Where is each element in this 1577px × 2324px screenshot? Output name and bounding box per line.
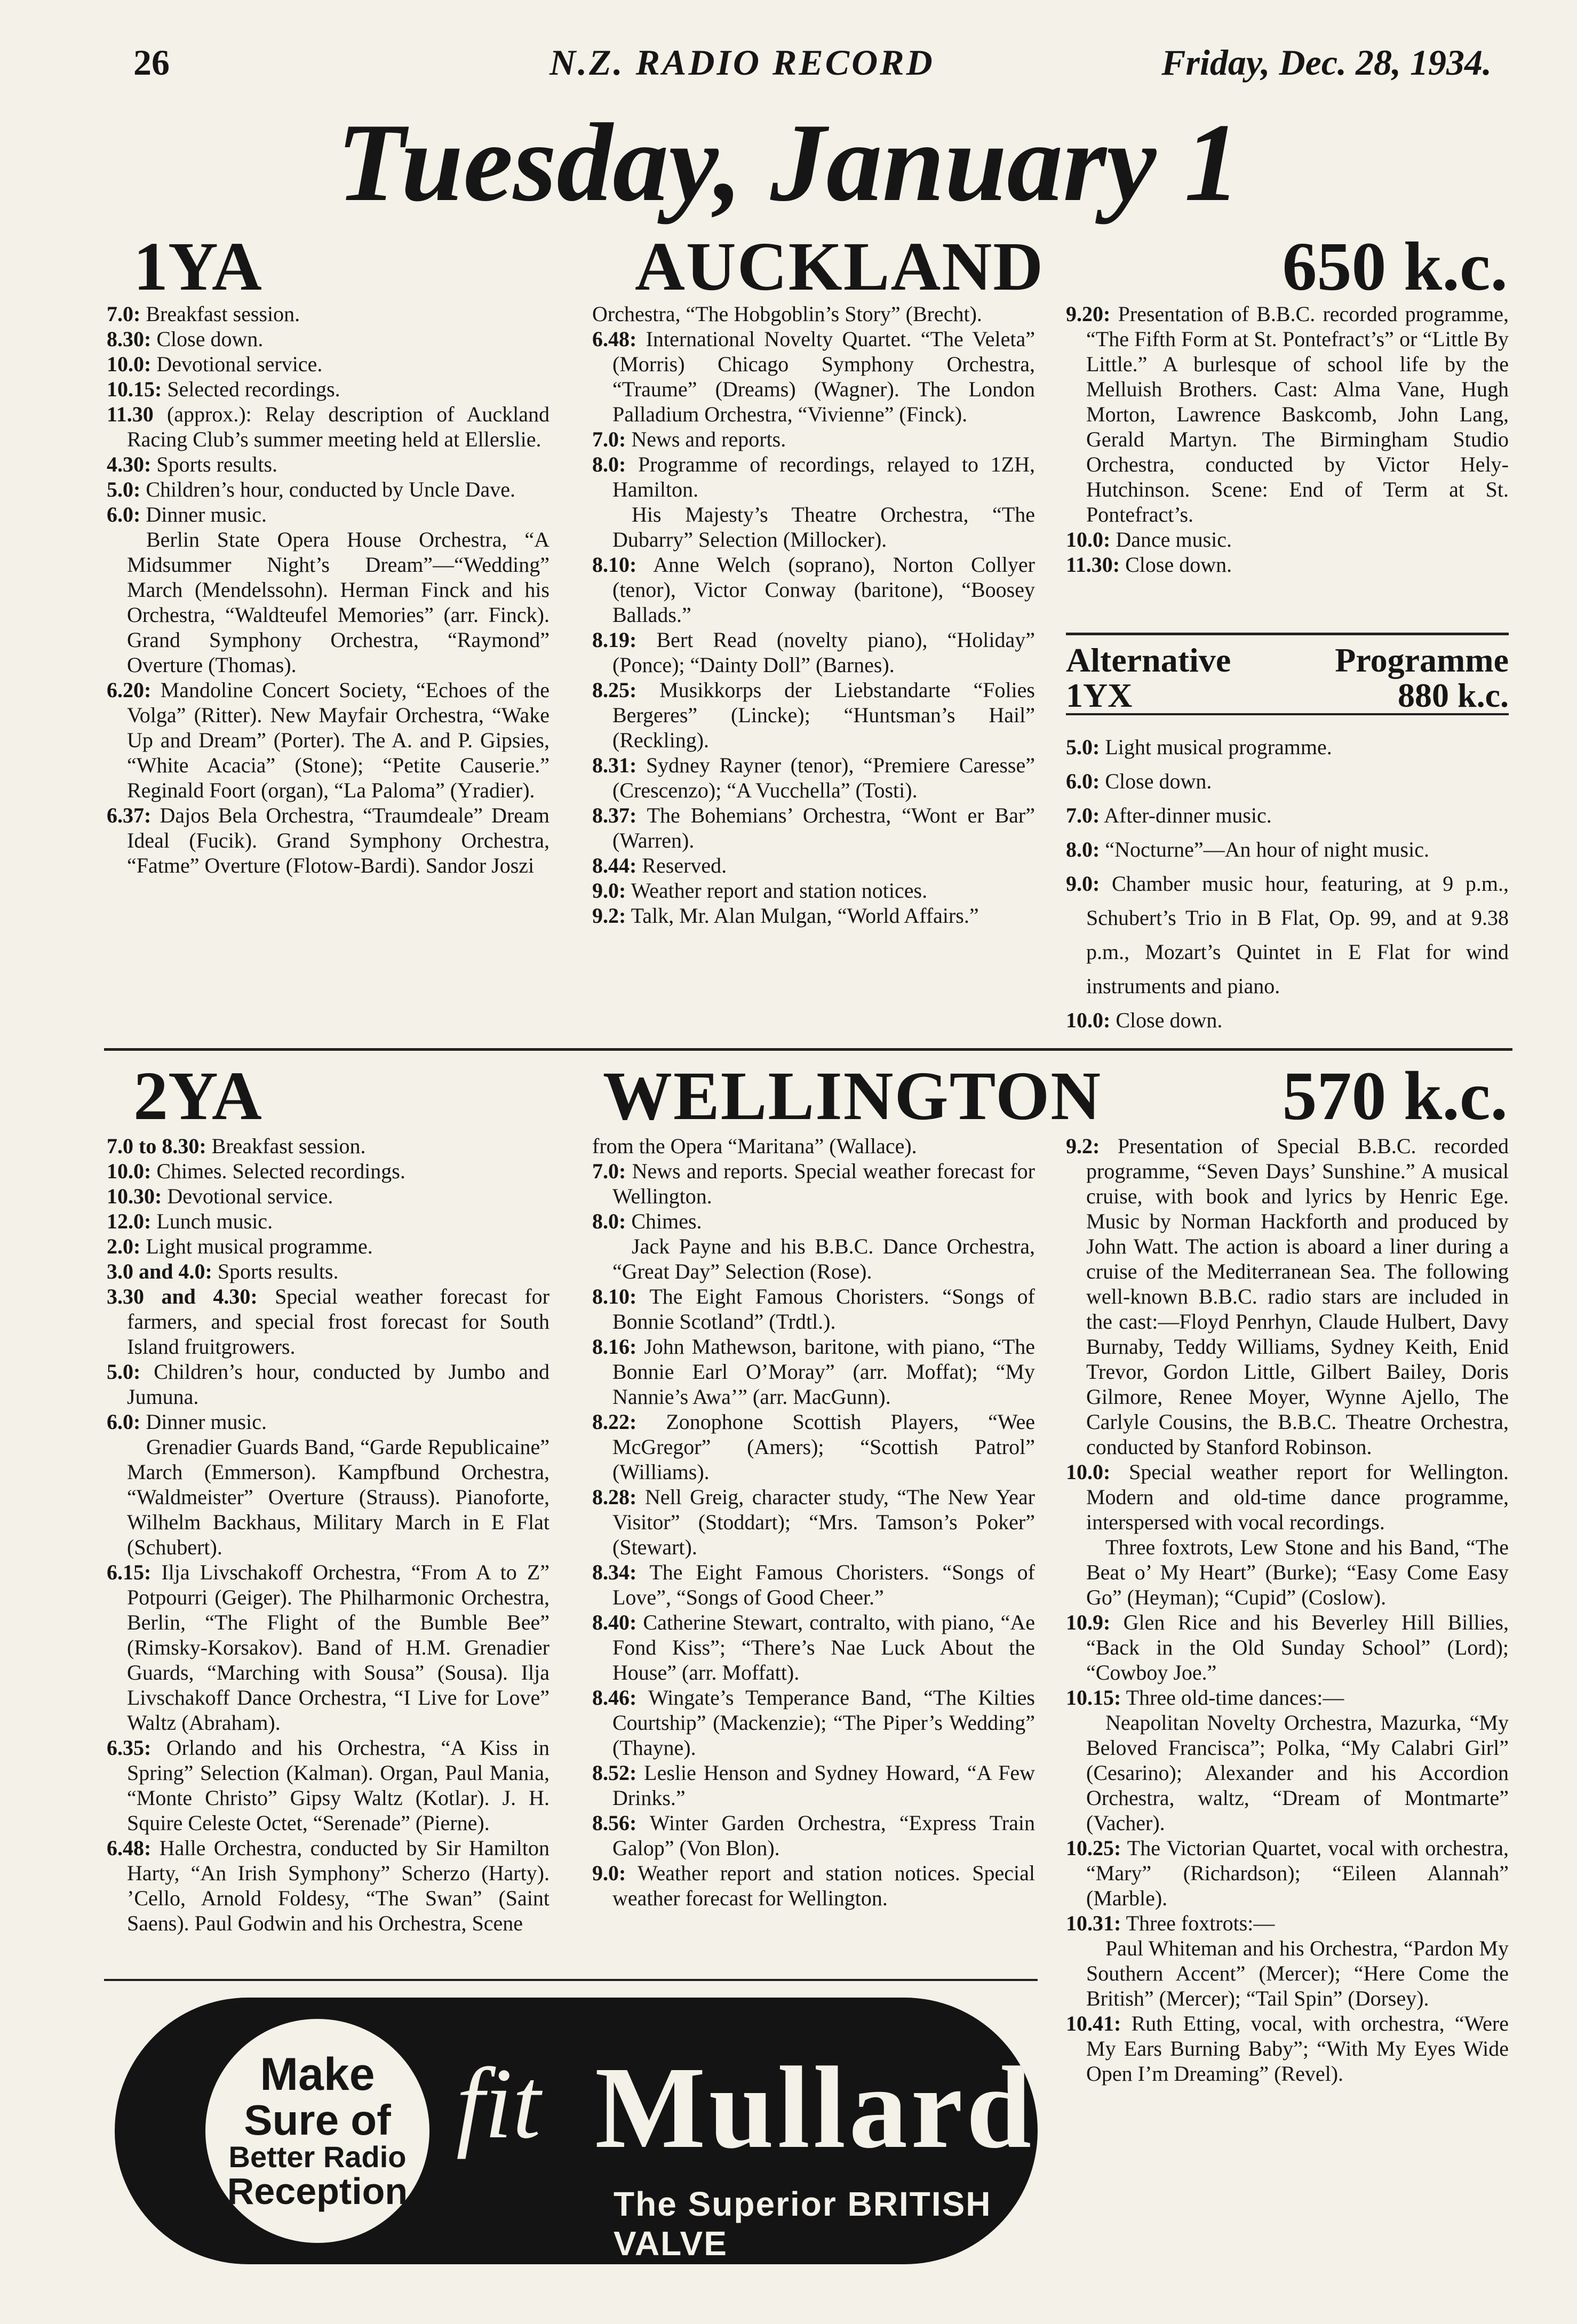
programme-text: Dinner music. [140,502,267,526]
programme-item [592,1133,1035,1159]
programme-text: Close down. [1110,1008,1223,1032]
programme-text: Devotional service. [151,352,323,376]
programme-time: 10.0: [1066,1460,1111,1484]
station-city: WELLINGTON [603,1058,1102,1135]
programme-time: 8.40: [592,1610,637,1634]
programme-text: Presentation of Special B.B.C. recorded programme, “Seven Days’ Sunshine.” A musical cruise, with book and lyrics by Henric Ege. Music by Norman Hackforth and produced by John Watt. The action is aboard a liner during a cruise of the Mediterranean Sea. The following well-known B.B.C. radio stars are included in the cast:—Floyd Penrhyn, Claude Hulbert, Davy Burnaby, Teddy Williams, Sydney Keith, Enid Trevor, Gordon Little, Gilbert Bailey, Doris Gilmore, Renee Moyer, Wynne Ajello, The Carlyle Cousins, the B.B.C. Theatre Orchestra, conducted by Stanford Robinson. [1086,1134,1509,1459]
programme-time: 8.25: [592,678,637,702]
programme-item [107,1560,549,1735]
programme-item [592,903,1035,928]
programme-time: 9.0: [592,879,626,903]
programme-item [592,1760,1035,1810]
programme-time: 7.0: [592,427,626,451]
programme-text: Jack Payne and his B.B.C. Dance Orchestra, “Great Day” Selection (Rose). [612,1234,1035,1283]
programme-text: Sydney Rayner (tenor), “Premiere Caresse” (Crescenzo); “A Vucchella” (Tosti). [612,753,1035,802]
programme-item [1066,833,1509,867]
programme-item [592,1610,1035,1685]
advert-top-rule [104,1979,1038,1981]
programme-item [107,1234,549,1259]
programme-time: 7.0: [592,1159,626,1183]
programme-text: Dinner music. [140,1410,267,1434]
programme-text: Weather report and station notices. [626,879,928,903]
programme-item [107,1284,549,1359]
programme-text: “Nocturne”—An hour of night music. [1100,837,1429,861]
programme-text: Glen Rice and his Beverley Hill Billies, “Back in the Old Sunday School” (Lord); “Cowboy Joe.” [1086,1610,1509,1684]
programme-item [107,527,549,677]
programme-item [592,1234,1035,1284]
programme-time: 10.0: [107,352,152,376]
programme-column-2ya-3 [1066,1133,1509,2086]
programme-time: 10.0: [1066,1008,1111,1032]
programme-item [592,677,1035,753]
programme-time: 11.30 [107,402,154,426]
programme-item [107,301,549,326]
programme-time: 9.2: [592,904,626,928]
advert-slogan: The Superior BRITISH VALVE [614,2185,992,2263]
programme-text: Anne Welch (soprano), Norton Collyer (tenor), Victor Conway (baritone), “Boosey Ballads.” [612,553,1035,627]
programme-item [107,1259,549,1284]
programme-time: 8.10: [592,1284,637,1308]
programme-text: Sports results. [212,1259,339,1283]
programme-item [107,1434,549,1560]
programme-text: His Majesty’s Theatre Orchestra, “The Dubarry” Selection (Millocker). [612,502,1035,552]
programme-time: 6.15: [107,1560,152,1584]
programme-time: 10.15: [1066,1686,1121,1710]
alt-station-frequency: 880 k.c. [1398,676,1509,714]
programme-item [107,377,549,402]
programme-item [592,1810,1035,1860]
programme-text: Paul Whiteman and his Orchestra, “Pardon My Southern Accent” (Mercer); “Here Come the British” (Mercer); “Tail Spin” (Dorsey). [1086,1936,1509,2010]
programme-text: Neapolitan Novelty Orchestra, Mazurka, “My Beloved Francisca”; Polka, “My Calabri Girl” (Cesarino); Alexander and his Accordion Orchestra, waltz, “Dream of Montmarte” (Vacher). [1086,1711,1509,1835]
programme-time: 10.0: [1066,528,1111,552]
programme-time: 8.46: [592,1686,637,1710]
programme-item [107,352,549,377]
programme-text: Grenadier Guards Band, “Garde Republicaine” March (Emmerson). Kampfbund Orchestra, “Waldmeister” Overture (Strauss). Pianoforte, Wilhelm Backhaus, Military March in E Flat (Schubert). [127,1435,549,1559]
programme-item [107,452,549,477]
programme-item [592,1159,1035,1209]
programme-item [592,427,1035,452]
programme-text: Children’s hour, conducted by Uncle Dave. [140,477,515,501]
programme-item [1066,301,1509,527]
programme-text: Selected recordings. [162,377,340,401]
programme-time: 9.0: [1066,872,1100,896]
programme-text: Close down. [1100,769,1212,793]
advert-disc-line: Make [260,2049,375,2101]
programme-time: 8.37: [592,803,637,827]
programme-time: 8.30: [107,327,152,351]
programme-item [1066,1133,1509,1459]
programme-text: Close down. [1120,553,1232,577]
programme-column-2ya-2 [592,1133,1035,1911]
programme-item [1066,1835,1509,1911]
programme-text: Sports results. [151,452,278,476]
programme-item [592,552,1035,627]
programme-time: 5.0: [107,477,141,501]
programme-time: 8.56: [592,1811,637,1835]
programme-item [1066,867,1509,1003]
programme-time: 8.22: [592,1410,637,1434]
programme-item [107,1184,549,1209]
programme-text: Presentation of B.B.C. recorded programme, “The Fifth Form at St. Pontefract’s” or “Little By Little.” A burlesque of school life by the Melluish Brothers. Cast: Alma Vane, Hugh Morton, Lawrence Baskcomb, John Lang, Gerald Martyn. The Birmingham Studio Orchestra, conducted by Victor Hely-Hutchinson. Scene: End of Term at St. Pontefract’s. [1086,302,1509,526]
programme-item [592,1685,1035,1760]
programme-text: Close down. [151,327,264,351]
programme-item [1066,1535,1509,1610]
programme-time: 6.37: [107,803,152,827]
programme-time: 9.2: [1066,1134,1100,1158]
programme-item [107,477,549,502]
programme-text: Chimes. [626,1209,702,1233]
programme-time: 8.52: [592,1761,637,1785]
programme-item [592,1560,1035,1610]
programme-text: Dance music. [1110,528,1232,552]
programme-text: International Novelty Quartet. “The Veleta” (Morris) Chicago Symphony Orchestra, “Traume” (Dreams) (Wagner). The London Palladium Orchestra, “Vivienne” (Finck). [612,327,1035,426]
programme-time: 6.0: [107,1410,141,1434]
programme-text: from the Opera “Maritana” (Wallace). [592,1134,917,1158]
programme-text: The Eight Famous Choristers. “Songs of Love”, “Songs of Good Cheer.” [612,1560,1035,1609]
programme-text: Special weather forecast for farmers, and special frost forecast for South Island fruitgrowers. [127,1284,550,1359]
station-frequency: 650 k.c. [1282,228,1508,305]
programme-text: Reserved. [636,853,727,877]
programme-text: Catherine Stewart, contralto, with piano, “Ae Fond Kiss”; “There’s Nae Luck About the House” (arr. Moffatt). [612,1610,1035,1684]
programme-time: 8.19: [592,628,637,652]
programme-text: Talk, Mr. Alan Mulgan, “World Affairs.” [626,904,979,928]
station-code: 2YA [133,1058,262,1135]
programme-item [1066,527,1509,552]
programme-column-1ya-1 [107,301,549,878]
programme-text: Nell Greig, character study, “The New Year Visitor” (Stoddart); “Mrs. Tamson’s Poker” (Stewart). [612,1485,1035,1559]
programme-time: 7.0: [107,302,141,326]
programme-time: 6.48: [107,1836,152,1860]
alt-programme-list [1066,730,1509,1037]
programme-item [1066,1459,1509,1535]
programme-item [1066,764,1509,798]
programme-time: 10.0: [107,1159,152,1183]
alt-title-left: Alternative [1066,641,1231,679]
advert-disc-line: Better Radio [228,2140,407,2174]
programme-time: 8.0: [592,1209,626,1233]
programme-text: Musikkorps der Liebstandarte “Folies Bergeres” (Lincke); “Huntsman’s Hail” (Reckling). [612,678,1035,752]
programme-text: Breakfast session. [140,302,300,326]
programme-text: Zonophone Scottish Players, “Wee McGregor” (Amers); “Scottish Patrol” (Williams). [612,1410,1035,1484]
page-header [133,42,1492,90]
programme-time: 6.20: [107,678,152,702]
programme-item [107,1209,549,1234]
programme-item [592,1409,1035,1484]
programme-time: 9.0: [592,1861,626,1885]
programme-text: Halle Orchestra, conducted by Sir Hamilton Harty, “An Irish Symphony” Scherzo (Harty). ’Cello, Arnold Foldesy, “The Swan” (Saint Saens). Paul Godwin and his Orchestra, Scene [127,1836,549,1935]
programme-item [592,452,1035,502]
station-frequency: 570 k.c. [1282,1058,1508,1135]
section-divider [104,1048,1512,1051]
alt-title-right: Programme [1335,641,1509,679]
programme-item [1066,798,1509,833]
programme-text: Ruth Etting, vocal, with orchestra, “Were My Ears Burning Baby”; “With My Eyes Wide Open I’m Dreaming” (Revel). [1086,2011,1509,2086]
programme-time: 9.20: [1066,302,1111,326]
programme-time: 4.30: [107,452,152,476]
programme-time: 8.34: [592,1560,637,1584]
programme-column-1ya-2 [592,301,1035,928]
programme-text: Bert Read (novelty piano), “Holiday” (Ponce); “Dainty Doll” (Barnes). [612,628,1035,677]
programme-item [592,326,1035,427]
programme-item [107,326,549,352]
programme-text: The Eight Famous Choristers. “Songs of Bonnie Scotland” (Trdtl.). [612,1284,1035,1333]
publication-name: N.Z. RADIO RECORD [549,42,935,83]
programme-text: Three foxtrots:— [1121,1911,1275,1935]
programme-time: 12.0: [107,1209,152,1233]
programme-text: Devotional service. [162,1184,333,1208]
advert-disc-line: Sure of [244,2096,391,2144]
programme-text: Ilja Livschakoff Orchestra, “From A to Z” Potpourri (Geiger). The Philharmonic Orchestra, Berlin, “The Flight of the Bumble Bee” (Rimsky-Korsakov). Band of H.M. Grenadier Guards, “Marching with Sousa” (Sousa). Ilja Livschakoff Dance Orchestra, “I Live for Love” Waltz (Abraham). [127,1560,549,1735]
programme-item [107,1835,549,1936]
programme-item [592,1484,1035,1560]
programme-text: Special weather report for Wellington. Modern and old-time dance programme, interspersed with vocal recordings. [1086,1460,1509,1534]
programme-text: Dajos Bela Orchestra, “Traumdeale” Dream Ideal (Fucik). Grand Symphony Orchestra, “Fatme” Overture (Flotow-Bardi). Sandor Joszi [127,803,549,877]
programme-item [1066,1936,1509,2011]
programme-text: The Victorian Quartet, vocal with orchestra, “Mary” (Richardson); “Eileen Alannah” (Marble). [1086,1836,1509,1910]
programme-item [107,1159,549,1184]
programme-item [107,1735,549,1835]
programme-item [592,1334,1035,1409]
station-city: AUCKLAND [635,228,1045,305]
programme-time: 3.0 and 4.0: [107,1259,212,1283]
programme-text: Orlando and his Orchestra, “A Kiss in Spring” Selection (Kalman). Organ, Paul Mania, “Monte Christo” Gipsy Waltz (Kotlar). J. H. Squire Celeste Octet, “Serenade” (Pierne). [127,1736,549,1835]
programme-text: Orchestra, “The Hobgoblin’s Story” (Brecht). [592,302,982,326]
programme-text: Light musical programme. [1100,735,1332,759]
programme-time: 10.15: [107,377,162,401]
programme-time: 11.30: [1066,553,1120,577]
programme-item [107,803,549,878]
programme-item [107,502,549,527]
programme-text: News and reports. Special weather forecast for Wellington. [612,1159,1035,1208]
programme-item [592,502,1035,552]
programme-item [592,1860,1035,1911]
programme-text: Three old-time dances:— [1121,1686,1344,1710]
programme-text: The Bohemians’ Orchestra, “Wont er Bar” (Warren). [612,803,1035,852]
programme-time: 10.25: [1066,1836,1121,1860]
programme-text: Chamber music hour, featuring, at 9 p.m., Schubert’s Trio in B Flat, Op. 99, and at 9.38 p.m., Mozart’s Quintet in E Flat for wind instruments and piano. [1086,872,1509,998]
programme-text: Leslie Henson and Sydney Howard, “A Few Drinks.” [612,1761,1035,1810]
programme-time: 8.28: [592,1485,637,1509]
programme-time: 8.0: [1066,837,1100,861]
programme-item [1066,730,1509,764]
station-header-1ya [133,228,1508,305]
programme-text: Berlin State Opera House Orchestra, “A Midsummer Night’s Dream”—“Wedding” March (Mendelssohn). Herman Finck and his Orchestra, “Waldteufel Memories” (arr. Finck). Grand Symphony Orchestra, “Raymond” Overture (Thomas). [127,528,549,677]
page-number: 26 [133,42,170,83]
programme-text: Breakfast session. [206,1134,366,1158]
programme-time: 7.0: [1066,803,1100,827]
programme-item [1066,1610,1509,1685]
programme-text: After-dinner music. [1100,803,1272,827]
programme-text: Lunch music. [151,1209,273,1233]
programme-column-2ya-1 [107,1133,549,1936]
programme-item [107,1359,549,1409]
programme-item [592,803,1035,853]
programme-item [1066,1911,1509,1936]
programme-text: (approx.): Relay description of Auckland Racing Club’s summer meeting held at Ellerslie. [127,402,549,451]
programme-text: Light musical programme. [140,1234,373,1258]
programme-item [1066,1685,1509,1710]
station-header-2ya [133,1058,1508,1135]
mullard-advertisement [115,1998,1038,2264]
programme-time: 8.10: [592,553,637,577]
programme-time: 6.0: [1066,769,1100,793]
advert-disc-line: Reception [227,2170,408,2212]
programme-text: Winter Garden Orchestra, “Express Train Galop” (Von Blon). [612,1811,1035,1860]
programme-time: 8.31: [592,753,637,777]
programme-text: Wingate’s Temperance Band, “The Kilties Courtship” (Mackenzie); “The Piper’s Wedding” (Thayne). [612,1686,1035,1760]
programme-time: 10.9: [1066,1610,1111,1634]
programme-item [592,878,1035,903]
day-title: Tuesday, January 1 [337,101,1240,225]
alt-station-code: 1YX [1066,676,1133,714]
advert-disc [205,2019,429,2243]
programme-item [592,1209,1035,1234]
programme-text: Mandoline Concert Society, “Echoes of the Volga” (Ritter). New Mayfair Orchestra, “Wake Up and Dream” (Porter). The A. and P. Gipsies, “White Acacia” (Stone); “Petite Causerie.” Reginald Foort (organ), “La Paloma” (Yradier). [127,678,549,802]
programme-time: 8.44: [592,853,637,877]
programme-column-1ya-3 [1066,301,1509,577]
programme-text: Children’s hour, conducted by Jumbo and Jumuna. [127,1360,549,1409]
programme-item [592,753,1035,803]
programme-item [592,1284,1035,1334]
programme-text: News and reports. [626,427,786,451]
advert-brand: Mullard [595,2042,1035,2173]
station-code: 1YA [133,228,262,305]
programme-time: 8.16: [592,1335,637,1359]
programme-text: Chimes. Selected recordings. [151,1159,405,1183]
programme-time: 5.0: [107,1360,141,1384]
programme-time: 7.0 to 8.30: [107,1134,206,1158]
programme-time: 10.31: [1066,1911,1121,1935]
programme-item [1066,552,1509,577]
programme-text: Three foxtrots, Lew Stone and his Band, “The Beat o’ My Heart” (Burke); “Easy Come Easy Go” (Heyman); “Cupid” (Coslow). [1086,1535,1509,1609]
programme-time: 2.0: [107,1234,141,1258]
programme-item [1066,2011,1509,2086]
issue-date: Friday, Dec. 28, 1934. [1161,42,1492,83]
programme-item [592,301,1035,326]
programme-item [1066,1710,1509,1835]
programme-item [592,853,1035,878]
programme-item [107,1133,549,1159]
programme-time: 5.0: [1066,735,1100,759]
programme-time: 6.48: [592,327,637,351]
programme-time: 10.30: [107,1184,162,1208]
programme-time: 8.0: [592,452,626,476]
programme-item [107,402,549,452]
programme-text: Weather report and station notices. Special weather forecast for Wellington. [612,1861,1035,1910]
programme-item [1066,1003,1509,1037]
programme-item [107,1409,549,1434]
programme-item [107,677,549,803]
alternative-programme-box [1066,633,1509,1037]
programme-time: 6.35: [107,1736,152,1760]
programme-text: Programme of recordings, relayed to 1ZH, Hamilton. [612,452,1035,501]
programme-item [592,627,1035,677]
programme-time: 6.0: [107,502,141,526]
programme-text: John Mathewson, baritone, with piano, “The Bonnie Earl O’Moray” (arr. Moffat); “My Nannie’s Awa’” (arr. MacGunn). [612,1335,1035,1409]
programme-time: 10.41: [1066,2011,1121,2035]
advert-fit-script: fit [456,2048,541,2160]
programme-time: 3.30 and 4.30: [107,1284,258,1308]
